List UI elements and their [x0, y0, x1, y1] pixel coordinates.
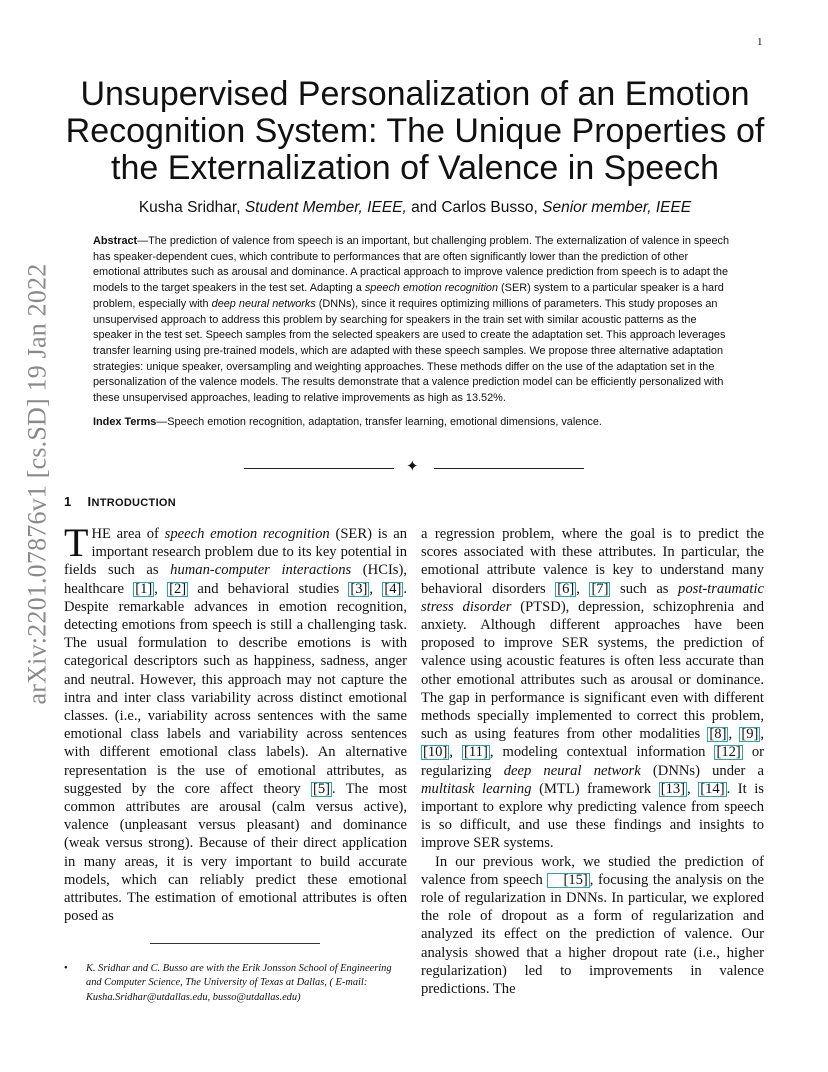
- author-name: Carlos Busso,: [441, 199, 538, 216]
- section-heading: 1 INTRODUCTION: [64, 494, 177, 509]
- arxiv-side-stamp: [8, 263, 66, 705]
- citation-link[interactable]: [11]: [464, 744, 488, 761]
- citation-link[interactable]: [14]: [700, 780, 725, 797]
- author-line: [60, 199, 770, 217]
- citation-link[interactable]: [3]: [350, 580, 368, 597]
- paper-title: [60, 76, 770, 187]
- drop-cap: T: [64, 520, 89, 565]
- footnote-text: K. Sridhar and C. Busso are with the Erik Jonsson School of Engineering and Computer Science, The University of Texas at Dallas, ( E-mail: Kusha.Sridhar@utdallas.edu, busso@utdallas.edu): [86, 963, 392, 1003]
- divider-line: [244, 468, 394, 469]
- citation-link[interactable]: [2]: [169, 580, 187, 597]
- citation-link[interactable]: [8]: [709, 726, 727, 743]
- right-column: [421, 525, 764, 1025]
- citation-link[interactable]: [15]: [547, 873, 589, 888]
- citation-link[interactable]: [5]: [312, 780, 330, 797]
- abstract-label: Abstract: [93, 235, 138, 247]
- author-joiner: and: [411, 199, 437, 216]
- title-line: Recognition System: The Unique Properties of: [65, 112, 765, 150]
- body-paragraph: In our previous work, we studied the prediction of valence from speech [15] , focusing the analysis on the role of regularization in DNNs. In particular, we explored the role of dropout as a form of regularization and analyzed its effect on the prediction of valence. Our analysis showed that a higher dropout rate (i.e., higher regularization) led to improvements in valence predictions. The: [421, 853, 765, 998]
- left-column: [64, 520, 408, 935]
- abstract-paragraph: Abstract—The prediction of valence from speech is an important, but challenging problem. The externalization of valence in speech has speaker-dependent cues, which contribute to performances that are often significantly lower than the prediction of other emotional attributes such as arousal and dominance. A practical approach to improve valence prediction from speech is to adapt the models to the target speakers in the test set. Adapting a speech emotion recognition (SER) system to a particular speaker is a hard problem, especially with deep neural networks (DNNs), since it requires optimizing millions of parameters. This study proposes an unsupervised approach to address this problem by searching for speakers in the train set with similar acoustic patterns as the speaker in the test set. Speech samples from the selected speakers are used to create the adaptation set. This approach leverages transfer learning using pre-trained models, which are adapted with these speech samples. We propose three alternative adaptation strategies: unique speaker, oversampling and weighting approaches. These methods differ on the use of the adaptation set in the personalization of the valence models. The results demonstrate that a valence prediction model can be efficiently personalized with these unsupervised approaches, leading to relative improvements as high as 13.52%.: [93, 235, 730, 405]
- section-number: 1: [64, 494, 72, 509]
- index-terms: Index Terms—Speech emotion recognition, adaptation, transfer learning, emotional dimensions, valence.: [93, 415, 602, 428]
- title-line: Unsupervised Personalization of an Emotion: [80, 75, 750, 113]
- citation-link[interactable]: [9]: [741, 726, 759, 743]
- affiliation-footnote: [64, 962, 409, 1005]
- abstract-block: [93, 234, 737, 430]
- diamond-icon: ✦: [406, 459, 419, 475]
- citation-link[interactable]: [1]: [135, 580, 153, 597]
- citation-link[interactable]: [6]: [557, 580, 575, 597]
- divider-line: [434, 468, 584, 469]
- author-membership: Senior member, IEEE: [542, 199, 692, 216]
- citation-link[interactable]: [7]: [591, 580, 609, 597]
- title-line: the Externalization of Valence in Speech: [111, 149, 719, 187]
- arxiv-identifier[interactable]: arXiv:2201.07876v1 [cs.SD] 19 Jan 2022: [22, 263, 51, 705]
- footnote-rule: [150, 943, 320, 944]
- page-number: 1: [757, 36, 763, 48]
- section-divider: [244, 461, 584, 475]
- author-membership: Student Member, IEEE,: [244, 199, 407, 216]
- body-paragraph: a regression problem, where the goal is to predict the scores associated with these attributes. In particular, the emotional attribute valence is key to understand many behavioral disorders [6] , [7] such as post-traumatic stress disorder (PTSD), depression, schizophrenia and anxiety. Although different approaches have been proposed to improve SER systems, the prediction of valence using acoustic features is often less accurate than other emotional attributes such as arousal or dominance. The gap in performance is significant even with different methods specially implemented to correct this problem, such as using features from other modalities [8] , [9] , [10] , [11] , modeling contextual information [12] or regularizing deep neural network (DNNs) under a multitask learning (MTL) framework [13] , [14] . It is important to explore why predicting valence from speech is so difficult, and use these findings and insights to improve SER systems.: [421, 526, 765, 852]
- citation-link[interactable]: [10]: [423, 744, 448, 761]
- citation-link[interactable]: [4]: [384, 580, 402, 597]
- bullet-icon: •: [64, 963, 68, 974]
- body-paragraph: THE area of speech emotion recognition (SER) is an important research problem due to its key potential in fields such as human-computer interactions (HCIs), healthcare [1] , [2] and behavioral studies [3] , [4] . Despite remarkable advances in emotion recognition, detecting emotions from speech is still a challenging task. The usual formulation to describe emotions is with categorical descriptors such as happiness, sadness, anger and neutral. However, this approach may not capture the intra and inter class variability across distinct emotional classes. (i.e., variability across sentences with the same emotional class labels and variability across sentences with different emotional class labels). An alternative representation is the use of emotional attributes, as suggested by the core affect theory [5] . The most common attributes are arousal (calm versus active), valence (unpleasant versus pleasant) and dominance (weak versus strong). Because of their direct application in many areas, it is very important to build accurate models, which can reliably predict these emotional attributes. The estimation of emotional attributes is often posed as: [64, 520, 408, 925]
- index-terms-label: Index Terms: [93, 415, 157, 428]
- author-name: Kusha Sridhar,: [138, 199, 241, 216]
- citation-link[interactable]: [12]: [716, 744, 741, 761]
- citation-link[interactable]: [13]: [660, 780, 686, 797]
